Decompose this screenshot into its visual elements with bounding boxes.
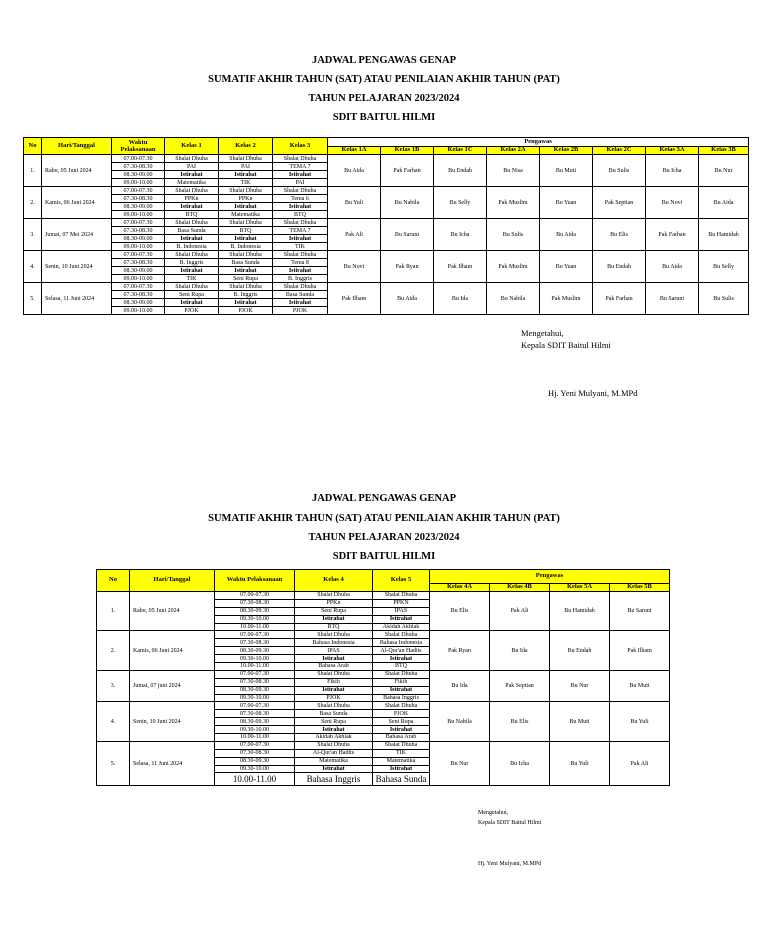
row-kelas: Istirahat	[165, 299, 219, 307]
row-kelas: Istirahat	[373, 726, 430, 734]
row-pengawas: Bu Endah	[434, 155, 487, 187]
row-waktu: 09.30-10.00	[215, 655, 295, 663]
row-kelas: TIK	[373, 749, 430, 757]
row-waktu: 08.30-09.30	[215, 757, 295, 765]
row-kelas: IPAS	[295, 647, 373, 655]
schedule-table-2	[96, 569, 670, 786]
row-kelas: Bahasa Sunda	[373, 773, 430, 786]
table-row	[24, 155, 749, 163]
row-kelas: Bahasa Indonesia	[295, 639, 373, 647]
row-kelas: Istirahat	[219, 171, 273, 179]
header2-hari: Hari/Tanggal	[130, 570, 215, 592]
row-hari: Jumat, 07 Mei 2024	[42, 219, 112, 251]
row-waktu: 07.00-07.30	[215, 670, 295, 678]
signature2-kepala: Kepala SDIT Baitul Hilmi	[478, 820, 542, 826]
row-pengawas: Bu Selly	[434, 187, 487, 219]
row-pengawas: Bu Muti	[550, 702, 610, 741]
row-pengawas: Bu Elis	[593, 219, 646, 251]
row-kelas: Istirahat	[273, 299, 328, 307]
table-row	[24, 219, 749, 227]
row-kelas: Shalat Dhuha	[165, 155, 219, 163]
row-pengawas: Pak Farhan	[381, 155, 434, 187]
title2-line-4: SDIT BAITUL HILMI	[332, 551, 436, 562]
row-waktu: 08.30-09.30	[215, 607, 295, 615]
row-waktu: 07.30-08.30	[215, 639, 295, 647]
row-pengawas: Bu Endah	[550, 631, 610, 670]
header2-pengawas: Pengawas	[430, 570, 670, 584]
row-pengawas: Pak Septian	[490, 670, 550, 702]
row-kelas: Seni Rupa	[295, 718, 373, 726]
row-pengawas: Bu Yuan	[540, 187, 593, 219]
row-pengawas: Bu Hamidah	[550, 592, 610, 631]
row-hari: Jumat, 07 juni 2024	[130, 670, 215, 702]
header-pengawas-col: Kelas 2A	[487, 147, 540, 155]
row-waktu: 07.00-07.30	[112, 251, 165, 259]
row-pengawas: Bu Nur	[699, 155, 749, 187]
row-pengawas: Pak Ilham	[434, 251, 487, 283]
row-kelas: Istirahat	[373, 655, 430, 663]
row-kelas: Fikih	[373, 678, 430, 686]
row-kelas: Bahasa Indonesia	[373, 639, 430, 647]
header-pengawas-col: Kelas 5A	[550, 584, 610, 592]
row-kelas: TIK	[165, 275, 219, 283]
row-pengawas: Bu Ida	[434, 283, 487, 315]
row-kelas: Istirahat	[295, 655, 373, 663]
row-pengawas: Bu Nur	[430, 741, 490, 785]
row-kelas: PJOK	[295, 694, 373, 702]
row-kelas: Basa Sunda	[165, 227, 219, 235]
row-kelas: BTQ	[165, 211, 219, 219]
row-waktu: 07.30-08.30	[215, 678, 295, 686]
row-kelas: PAI	[273, 179, 328, 187]
row-waktu: 08.30-09.00	[112, 203, 165, 211]
row-no: 2.	[24, 187, 42, 219]
row-waktu: 09.30-10.00	[215, 765, 295, 773]
row-kelas: PPKn	[165, 195, 219, 203]
row-pengawas: Bu Nabila	[381, 187, 434, 219]
row-kelas: B. Inggris	[273, 275, 328, 283]
row-pengawas: Bu Yuli	[550, 741, 610, 785]
row-waktu: 09.00-10.00	[112, 275, 165, 283]
row-kelas: Fikih	[295, 678, 373, 686]
row-pengawas: Bu Saruni	[646, 283, 699, 315]
row-kelas: Basa Sunda	[219, 259, 273, 267]
row-kelas: Matematika	[165, 179, 219, 187]
row-pengawas: Bu Icha	[490, 741, 550, 785]
row-kelas: Shalat Dhuha	[295, 592, 373, 600]
header-kelas-3: Kelas 3	[273, 138, 328, 155]
row-hari: Selasa, 11 Juni 2024	[130, 741, 215, 785]
row-pengawas: Bu Aida	[699, 187, 749, 219]
row-kelas: Shalat Dhuha	[273, 155, 328, 163]
row-pengawas: Pak Muslim	[540, 283, 593, 315]
row-pengawas: Bu Saruni	[610, 592, 670, 631]
row-waktu: 07.30-08.30	[112, 259, 165, 267]
row-no: 5.	[24, 283, 42, 315]
header-pengawas-col: Kelas 5B	[610, 584, 670, 592]
row-pengawas: Bu Icha	[646, 155, 699, 187]
row-kelas: Shalat Dhuha	[273, 251, 328, 259]
row-no: 4.	[97, 702, 130, 741]
row-waktu: 09.00-10.00	[112, 243, 165, 251]
row-kelas: Istirahat	[295, 686, 373, 694]
header-pengawas-col: Kelas 3A	[646, 147, 699, 155]
row-kelas: Shalat Dhuha	[295, 631, 373, 639]
row-kelas: Basa Sunda	[273, 291, 328, 299]
header-kelas-2: Kelas 2	[219, 138, 273, 155]
row-waktu: 07.00-07.30	[215, 631, 295, 639]
row-kelas: Tema 6	[273, 195, 328, 203]
row-kelas: Shalat Dhuha	[373, 670, 430, 678]
row-kelas: Bahasa Arab	[373, 734, 430, 742]
row-pengawas: Bu Endah	[593, 251, 646, 283]
row-kelas: Istirahat	[295, 765, 373, 773]
row-kelas: Al-Qur'an Hadits	[373, 647, 430, 655]
row-pengawas: Bu Muti	[540, 155, 593, 187]
row-kelas: Istirahat	[219, 267, 273, 275]
row-kelas: IPAS	[373, 607, 430, 615]
row-kelas: Seni Rupa	[295, 607, 373, 615]
row-pengawas: Bu Nabila	[487, 283, 540, 315]
row-pengawas: Bu Ida	[430, 670, 490, 702]
row-kelas: PPKN	[373, 599, 430, 607]
row-pengawas: Pak Ryan	[430, 631, 490, 670]
row-kelas: Istirahat	[295, 726, 373, 734]
row-waktu: 07.00-07.30	[215, 592, 295, 600]
row-waktu: 07.30-08.30	[215, 710, 295, 718]
row-kelas: B. Inggris	[219, 291, 273, 299]
row-kelas: Shalat Dhuha	[373, 702, 430, 710]
row-kelas: Shalat Dhuha	[219, 155, 273, 163]
row-kelas: Shalat Dhuha	[273, 219, 328, 227]
row-kelas: TIK	[273, 243, 328, 251]
row-pengawas: Pak Septian	[593, 187, 646, 219]
row-kelas: Istirahat	[165, 235, 219, 243]
row-kelas: Istirahat	[165, 267, 219, 275]
row-kelas: Seni Rupa	[219, 275, 273, 283]
row-waktu: 07.30-08.30	[112, 291, 165, 299]
header2-no: No	[97, 570, 130, 592]
row-hari: Kamis, 06 Juni 2024	[42, 187, 112, 219]
row-waktu: 09.00-10.00	[112, 179, 165, 187]
row-pengawas: Pak Ali	[490, 592, 550, 631]
row-hari: Selasa, 11 Juni 2024	[42, 283, 112, 315]
row-kelas: Matematika	[373, 757, 430, 765]
row-hari: Senin, 10 Juni 2024	[130, 702, 215, 741]
row-kelas: Istirahat	[165, 171, 219, 179]
row-kelas: Bahasa Inggris	[373, 694, 430, 702]
row-hari: Rabu, 05 Juni 2024	[130, 592, 215, 631]
title2-line-2: SUMATIF AKHIR TAHUN (SAT) ATAU PENILAIAN AKHIR TAHUN (PAT)	[208, 513, 560, 524]
row-pengawas: Pak Ilham	[610, 631, 670, 670]
title2-line-1: JADWAL PENGAWAS GENAP	[311, 493, 457, 504]
row-kelas: Shalat Dhuha	[165, 219, 219, 227]
row-pengawas: Bu Novi	[646, 187, 699, 219]
signature-nama: Hj. Yeni Mulyani, M.MPd	[548, 388, 638, 398]
row-hari: Senin, 10 Juni 2024	[42, 251, 112, 283]
row-waktu: 07.00-07.30	[215, 741, 295, 749]
row-pengawas: Pak Farhan	[646, 219, 699, 251]
row-kelas: Seni Rupa	[165, 291, 219, 299]
title-line-3: TAHUN PELAJARAN 2023/2024	[308, 93, 460, 104]
row-pengawas: Pak Ryan	[381, 251, 434, 283]
row-kelas: Istirahat	[273, 267, 328, 275]
header2-waktu: Waktu Pelaksanaan	[215, 570, 295, 592]
row-kelas: Istirahat	[373, 765, 430, 773]
row-kelas: BTQ	[373, 663, 430, 671]
row-kelas: PJOK	[373, 710, 430, 718]
header-pengawas-col: Kelas 3B	[699, 147, 749, 155]
row-kelas: BTQ	[273, 211, 328, 219]
header-pengawas-col: Kelas 1B	[381, 147, 434, 155]
row-pengawas: Bu Sulis	[487, 219, 540, 251]
row-kelas: TEMA 7	[273, 163, 328, 171]
row-kelas: Istirahat	[219, 203, 273, 211]
row-kelas: Shalat Dhuha	[373, 631, 430, 639]
row-no: 3.	[24, 219, 42, 251]
row-pengawas: Bu Novi	[328, 251, 381, 283]
header-no: No	[24, 138, 42, 155]
row-kelas: Shalat Dhuha	[273, 283, 328, 291]
table-row	[97, 702, 670, 710]
title-line-2: SUMATIF AKHIR TAHUN (SAT) ATAU PENILAIAN AKHIR TAHUN (PAT)	[208, 74, 560, 85]
header-pengawas-col: Kelas 2B	[540, 147, 593, 155]
header-pengawas-col: Kelas 1A	[328, 147, 381, 155]
row-waktu: 08.30-09.00	[112, 171, 165, 179]
header2-kelas-5: Kelas 5	[373, 570, 430, 592]
row-waktu: 07.00-07.30	[112, 219, 165, 227]
row-pengawas: Bu Aida	[540, 219, 593, 251]
table-row	[97, 670, 670, 678]
signature2-nama: Hj. Yeni Mulyani, M.MPd	[478, 861, 542, 867]
row-kelas: Istirahat	[219, 235, 273, 243]
row-pengawas: Bu Selly	[699, 251, 749, 283]
title2-line-3: TAHUN PELAJARAN 2023/2024	[308, 532, 460, 543]
row-pengawas: Bu Ida	[490, 631, 550, 670]
row-no: 5.	[97, 741, 130, 785]
row-kelas: Basa Sunda	[295, 710, 373, 718]
row-kelas: Al-Qur'an Hadits	[295, 749, 373, 757]
row-kelas: PAI	[165, 163, 219, 171]
row-waktu: 07.00-07.30	[112, 283, 165, 291]
row-pengawas: Bu Hamidah	[699, 219, 749, 251]
row-kelas: PPKn	[219, 195, 273, 203]
row-kelas: PAI	[219, 163, 273, 171]
signature-kepala: Kepala SDIT Baitul Hilmi	[521, 340, 611, 350]
row-pengawas: Bu Nisa	[487, 155, 540, 187]
row-kelas: BTQ	[295, 623, 373, 631]
row-kelas: Bahasa Arab	[295, 663, 373, 671]
header-pengawas-col: Kelas 2C	[593, 147, 646, 155]
row-pengawas: Pak Ali	[328, 219, 381, 251]
row-kelas: Shalat Dhuha	[295, 670, 373, 678]
row-kelas: Matematika	[295, 757, 373, 765]
row-waktu: 07.30-08.30	[112, 163, 165, 171]
row-kelas: PJOK	[219, 307, 273, 315]
table-row	[24, 251, 749, 259]
row-waktu: 07.00-07.30	[112, 187, 165, 195]
table-row	[24, 187, 749, 195]
row-waktu: 07.30-08.30	[215, 749, 295, 757]
row-pengawas: Pak Muslim	[487, 187, 540, 219]
row-kelas: PPKn	[295, 599, 373, 607]
row-pengawas: Bu Muti	[610, 670, 670, 702]
row-pengawas: Bu Saruni	[381, 219, 434, 251]
row-pengawas: Bu Aida	[646, 251, 699, 283]
table-row	[97, 741, 670, 749]
row-pengawas: Bu Sulis	[699, 283, 749, 315]
row-pengawas: Pak Ali	[610, 741, 670, 785]
row-pengawas: Bu Icha	[434, 219, 487, 251]
row-no: 1.	[97, 592, 130, 631]
row-pengawas: Bu Elis	[490, 702, 550, 741]
row-pengawas: Pak Muslim	[487, 251, 540, 283]
header-kelas-1: Kelas 1	[165, 138, 219, 155]
row-kelas: Shalat Dhuha	[295, 702, 373, 710]
row-kelas: Istirahat	[373, 615, 430, 623]
row-kelas: Matematika	[219, 211, 273, 219]
row-waktu: 07.30-08.30	[112, 195, 165, 203]
row-pengawas: Bu Nur	[550, 670, 610, 702]
row-pengawas: Bu Elis	[430, 592, 490, 631]
row-kelas: Istirahat	[295, 615, 373, 623]
row-no: 4.	[24, 251, 42, 283]
row-kelas: PJOK	[273, 307, 328, 315]
signature-mengetahui: Mengetahui,	[521, 328, 564, 338]
row-kelas: Tema 8	[273, 259, 328, 267]
row-kelas: Shalat Dhuha	[165, 283, 219, 291]
row-waktu: 08.30-09.30	[215, 647, 295, 655]
row-kelas: BTQ	[219, 227, 273, 235]
row-pengawas: Pak Farhan	[593, 283, 646, 315]
row-kelas: Akidah Akhlak	[373, 623, 430, 631]
row-kelas: PJOK	[165, 307, 219, 315]
table-row	[97, 592, 670, 600]
row-pengawas: Bu Yuli	[328, 187, 381, 219]
row-waktu: 10.00-11.00	[215, 734, 295, 742]
row-waktu: 07.00-07.30	[215, 702, 295, 710]
row-kelas: Istirahat	[219, 299, 273, 307]
row-pengawas: Bu Yuli	[610, 702, 670, 741]
signature2-mengetahui: Mengetahui,	[478, 810, 509, 816]
row-waktu: 10.00-11.00	[215, 773, 295, 786]
row-waktu: 10.00-11.00	[215, 663, 295, 671]
row-kelas: Shalat Dhuha	[373, 592, 430, 600]
schedule-table-1	[23, 137, 749, 315]
row-no: 2.	[97, 631, 130, 670]
row-hari: Kamis, 06 Juni 2024	[130, 631, 215, 670]
header-waktu: Waktu Pelaksanaan	[112, 138, 165, 155]
row-waktu: 09.30-10.00	[215, 726, 295, 734]
row-kelas: Istirahat	[273, 235, 328, 243]
table-row	[97, 631, 670, 639]
row-waktu: 07.00-07.30	[112, 155, 165, 163]
row-waktu: 08.30-09.00	[112, 267, 165, 275]
row-kelas: TIK	[219, 179, 273, 187]
row-kelas: Shalat Dhuha	[165, 251, 219, 259]
row-pengawas: Bu Nabila	[430, 702, 490, 741]
header-pengawas-col: Kelas 1C	[434, 147, 487, 155]
row-pengawas: Bu Aida	[381, 283, 434, 315]
row-kelas: Shalat Dhuha	[219, 251, 273, 259]
header-hari: Hari/Tanggal	[42, 138, 112, 155]
row-kelas: Istirahat	[273, 203, 328, 211]
row-kelas: B. Indonesia	[165, 243, 219, 251]
row-waktu: 09.00-10.00	[112, 211, 165, 219]
row-no: 1.	[24, 155, 42, 187]
row-pengawas: Bu Yuan	[540, 251, 593, 283]
row-kelas: Shalat Dhuha	[165, 187, 219, 195]
header2-kelas-4: Kelas 4	[295, 570, 373, 592]
row-waktu: 08.30-09.30	[215, 686, 295, 694]
table-row	[24, 283, 749, 291]
title-line-1: JADWAL PENGAWAS GENAP	[311, 55, 457, 66]
header-pengawas-col: Kelas 4B	[490, 584, 550, 592]
header-pengawas: Pengawas	[328, 138, 749, 147]
row-kelas: TEMA 7	[273, 227, 328, 235]
row-pengawas: Bu Aida	[328, 155, 381, 187]
title-line-4: SDIT BAITUL HILMI	[332, 112, 436, 123]
row-waktu: 07.30-08.30	[215, 599, 295, 607]
row-waktu: 09.00-10.00	[112, 307, 165, 315]
row-no: 3.	[97, 670, 130, 702]
row-kelas: Shalat Dhuha	[373, 741, 430, 749]
row-waktu: 08.30-09.30	[215, 718, 295, 726]
row-kelas: Shalat Dhuha	[219, 283, 273, 291]
row-kelas: Bahasa Inggris	[295, 773, 373, 786]
row-kelas: Shalat Dhuha	[219, 219, 273, 227]
row-kelas: Istirahat	[373, 686, 430, 694]
row-waktu: 10.00-11.00	[215, 623, 295, 631]
row-pengawas: Bu Sulis	[593, 155, 646, 187]
row-kelas: Akidah Akhlak	[295, 734, 373, 742]
row-waktu: 08.30-09.00	[112, 299, 165, 307]
row-pengawas: Pak Ilham	[328, 283, 381, 315]
row-kelas: B. Inggris	[165, 259, 219, 267]
row-hari: Rabu, 05 Juni 2024	[42, 155, 112, 187]
row-kelas: Shalat Dhuha	[273, 187, 328, 195]
row-kelas: Shalat Dhuha	[295, 741, 373, 749]
row-waktu: 09.30-10.00	[215, 615, 295, 623]
header-pengawas-col: Kelas 4A	[430, 584, 490, 592]
row-kelas: Istirahat	[273, 171, 328, 179]
row-kelas: B. Indonesia	[219, 243, 273, 251]
row-kelas: Seni Rupa	[373, 718, 430, 726]
row-waktu: 08.30-09.00	[112, 235, 165, 243]
row-waktu: 07.30-08.30	[112, 227, 165, 235]
row-kelas: Istirahat	[165, 203, 219, 211]
row-kelas: Shalat Dhuha	[219, 187, 273, 195]
row-waktu: 09.30-10.00	[215, 694, 295, 702]
